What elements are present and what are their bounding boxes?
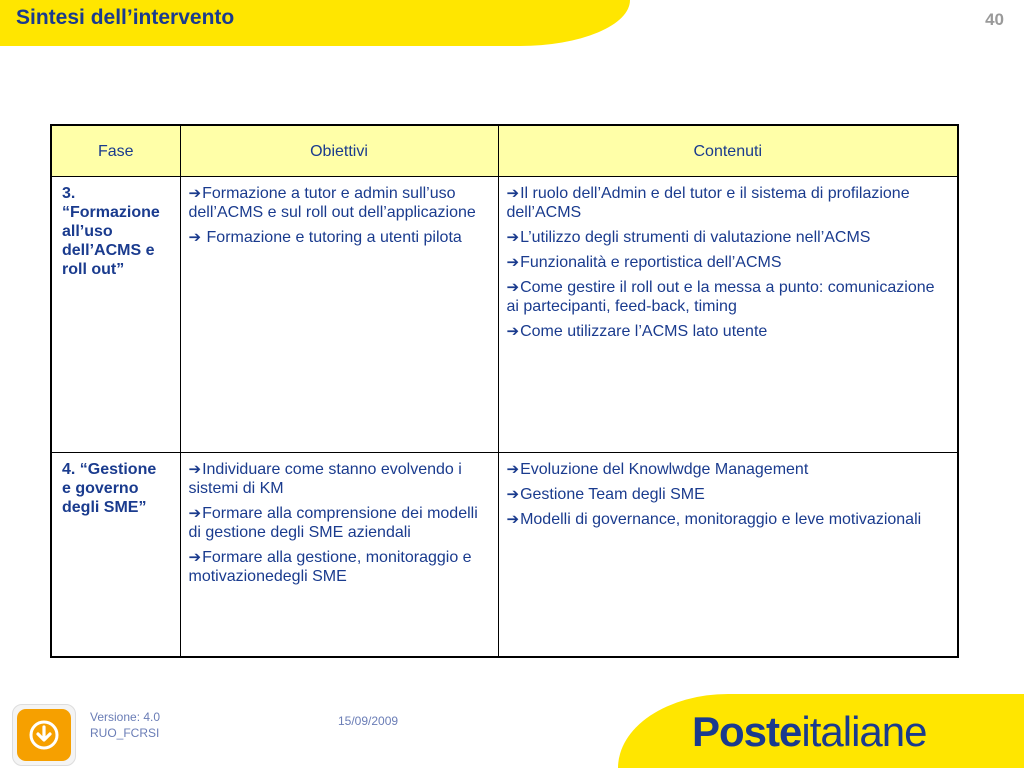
phase-cell: 4. “Gestione e governo degli SME” [51,453,180,658]
list-item: ➔Modelli di governance, monitoraggio e leve motivazionali [506,511,922,528]
contents-cell [498,453,958,658]
phase-cell: 3. “Formazione all’uso dell’ACMS e roll out” [51,177,180,453]
list-item: ➔Come utilizzare l’ACMS lato utente [506,323,768,340]
footer-date: 15/09/2009 [338,714,399,728]
arrow-right-icon: ➔ [188,505,202,522]
table-row [51,453,958,658]
arrow-right-icon: ➔ [188,185,202,202]
summary-table [50,124,959,658]
objectives-cell [180,453,498,658]
arrow-right-icon: ➔ [188,549,202,566]
header-contenuti: Contenuti [498,125,958,177]
list-item: ➔Come gestire il roll out e la messa a punto: comunicazione ai partecipanti, feed-back, timing [506,279,935,315]
download-arrow-icon [17,709,71,761]
list-item: ➔Individuare come stanno evolvendo i sistemi di KM [188,461,462,497]
arrow-right-icon: ➔ [506,323,520,340]
header-obiettivi: Obiettivi [180,125,498,177]
contents-cell [498,177,958,453]
arrow-right-icon: ➔ [506,486,520,503]
arrow-right-icon: ➔ [506,185,520,202]
list-item: ➔ Formazione e tutoring a utenti pilota [188,229,462,246]
arrow-right-icon: ➔ [188,461,202,478]
arrow-right-icon: ➔ [506,279,520,296]
list-item: ➔Formazione a tutor e admin sull’uso dell’ACMS e sul roll out dell’applicazione [188,185,476,221]
list-item: ➔Gestione Team degli SME [506,486,705,503]
arrow-right-icon: ➔ [506,511,520,528]
page-number: 40 [985,10,1004,29]
page-title: Sintesi dell’intervento [16,6,235,29]
version-label: Versione: 4.0 [90,710,161,724]
arrow-right-icon: ➔ [506,254,520,271]
table-row [51,177,958,453]
list-item: ➔L’utilizzo degli strumenti di valutazione nell’ACMS [506,229,871,246]
list-item: ➔Formare alla comprensione dei modelli di gestione degli SME aziendali [188,505,478,541]
header-fase: Fase [51,125,180,177]
brand-logo: Posteitaliane [692,708,927,755]
arrow-right-icon: ➔ [506,461,520,478]
doc-code: RUO_FCRSI [90,726,160,740]
list-item: ➔Funzionalità e reportistica dell’ACMS [506,254,782,271]
objectives-cell [180,177,498,453]
app-logo [12,704,76,766]
arrow-right-icon: ➔ [188,229,202,246]
table-header-row [51,125,958,177]
footer-meta [90,709,160,741]
list-item: ➔Formare alla gestione, monitoraggio e motivazionedegli SME [188,549,472,585]
list-item: ➔Evoluzione del Knowlwdge Management [506,461,809,478]
list-item: ➔Il ruolo dell’Admin e del tutor e il sistema di profilazione dell’ACMS [506,185,910,221]
arrow-right-icon: ➔ [506,229,520,246]
